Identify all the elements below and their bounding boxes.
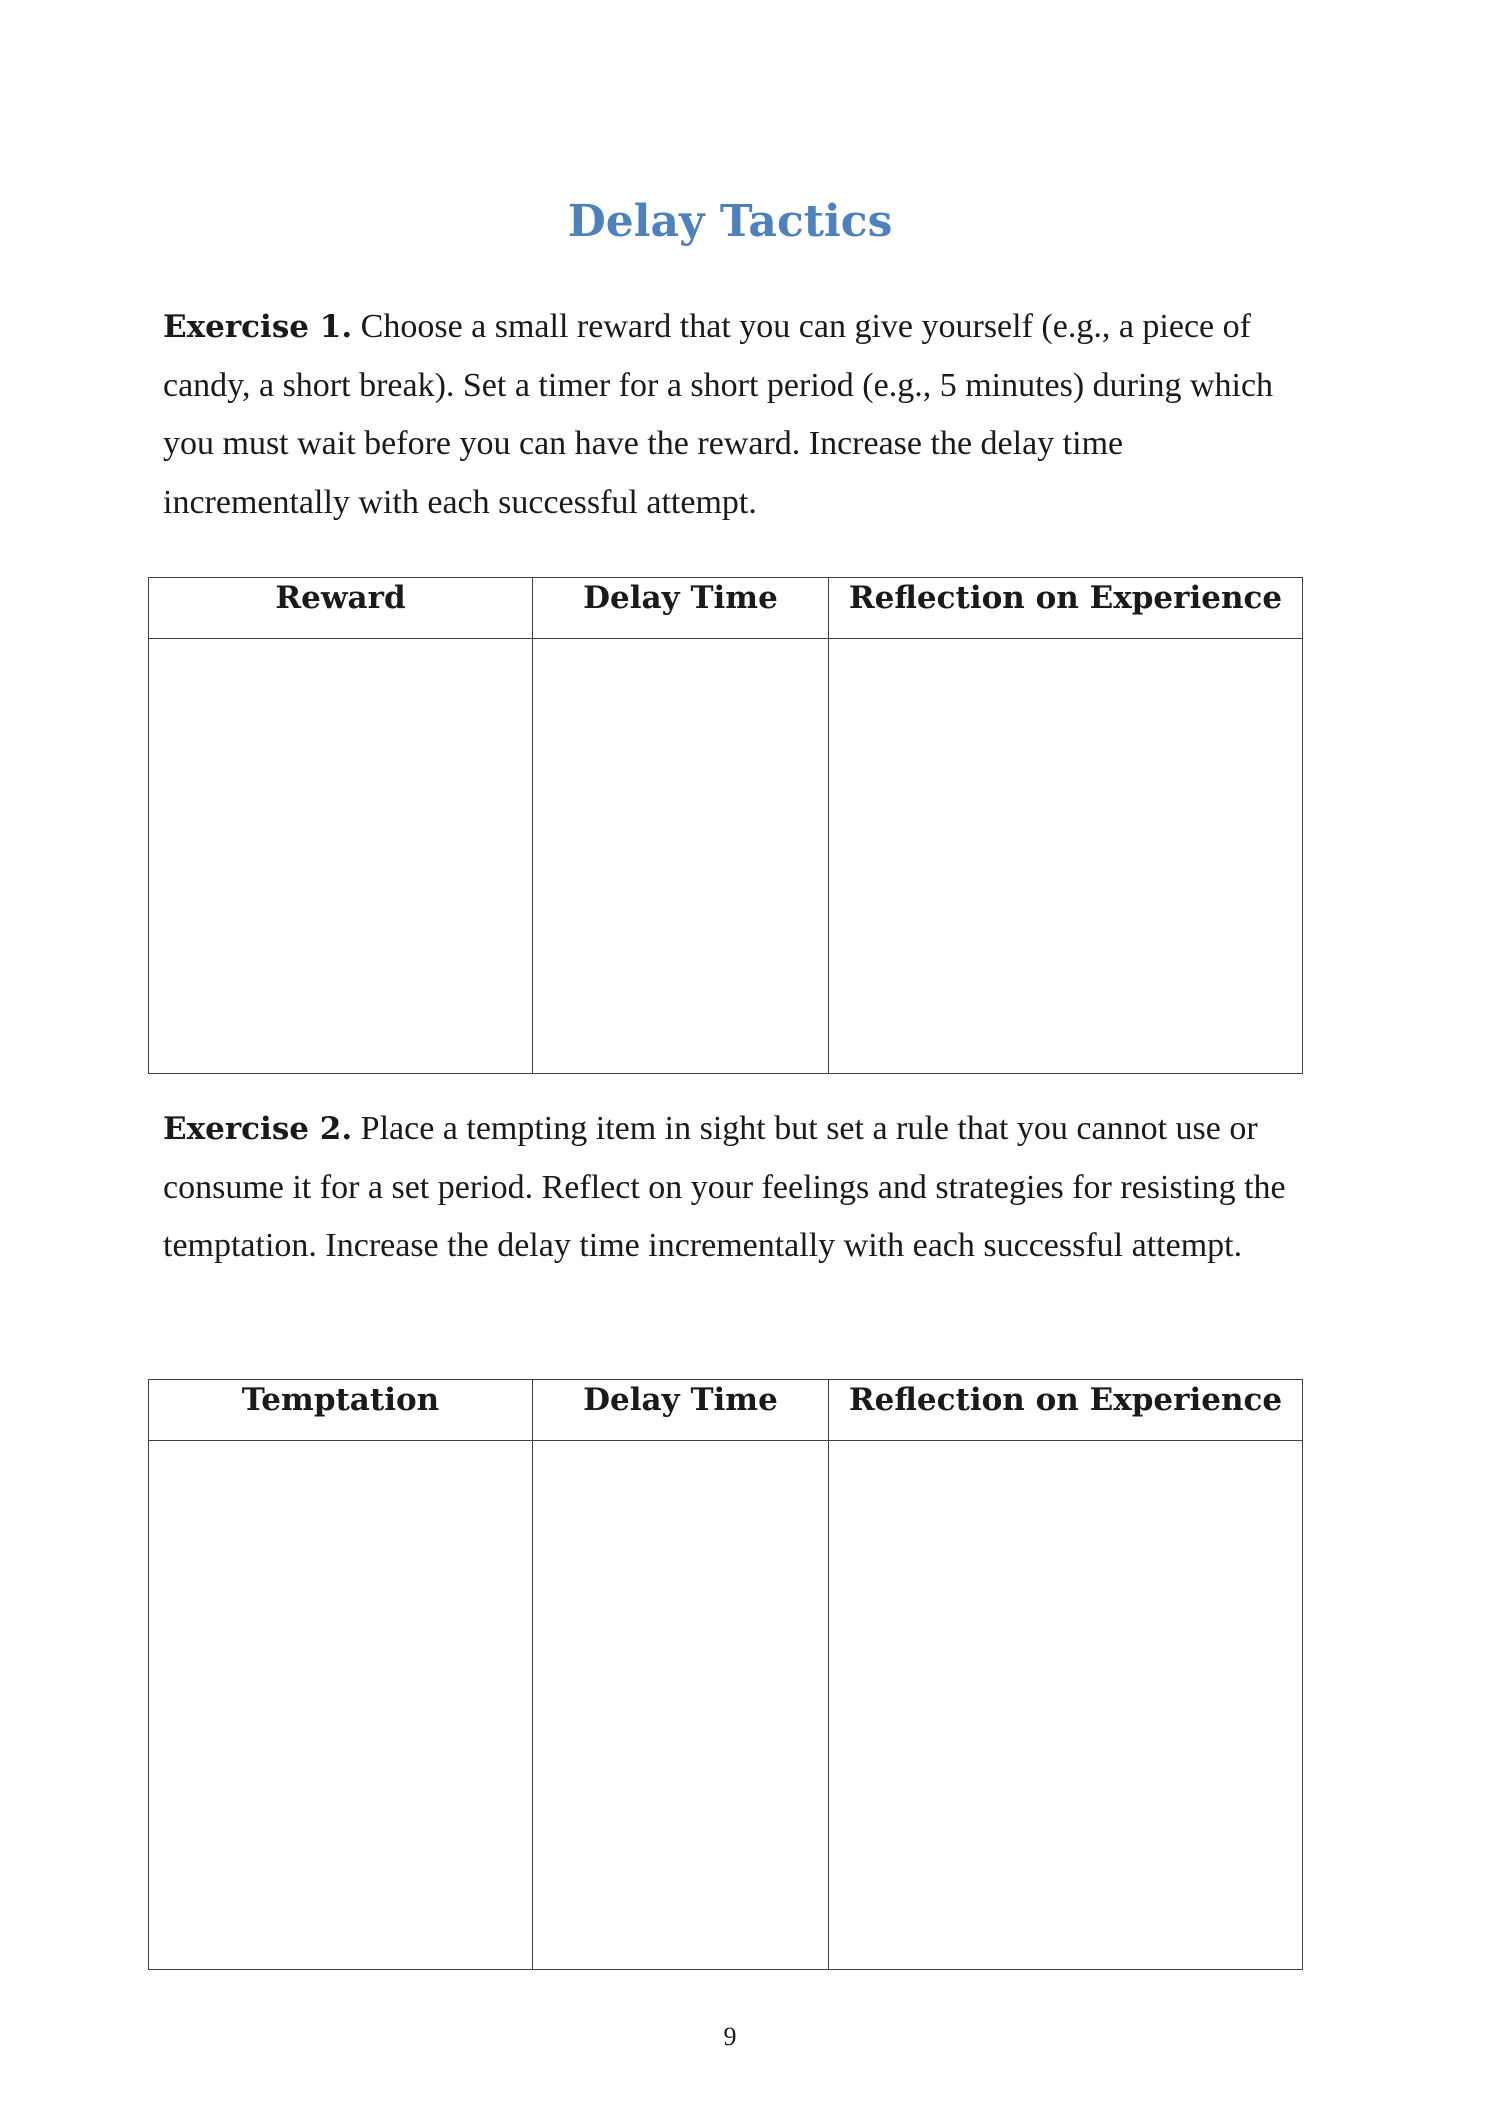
column-header-delay-time: Delay Time [533, 578, 829, 639]
exercise-1-table [148, 577, 1303, 1074]
column-header-delay-time: Delay Time [533, 1380, 829, 1441]
delay-time-cell[interactable] [533, 1441, 829, 1970]
exercise-2-text: Place a tempting item in sight but set a rule that you cannot use or consume it for a set period. Reflect on your feelings and strategies for resisting the temptation. Increase the delay time incrementally with each successful attempt. [163, 1110, 1286, 1265]
table-row [149, 639, 1303, 1074]
page-title: Delay Tactics [567, 196, 893, 247]
exercise-2-instructions [163, 1100, 1313, 1276]
column-header-reward: Reward [149, 578, 533, 639]
reward-cell[interactable] [149, 639, 533, 1074]
reflection-cell[interactable] [829, 1441, 1303, 1970]
page-number: 9 [723, 2022, 737, 2051]
temptation-cell[interactable] [149, 1441, 533, 1970]
delay-time-cell[interactable] [533, 639, 829, 1074]
table-header-row [149, 1380, 1303, 1441]
exercise-1-label: Exercise 1. [163, 309, 353, 345]
column-header-reflection: Reflection on Experience [829, 578, 1303, 639]
table-row [149, 1441, 1303, 1970]
exercise-2-table [148, 1379, 1303, 1970]
exercise-1-text: Choose a small reward that you can give yourself (e.g., a piece of candy, a short break). Set a timer for a short period (e.g., 5 minutes) during which you must wait before you can have the reward. Increase the delay time incrementally with each successful attempt. [163, 308, 1274, 522]
reflection-cell[interactable] [829, 639, 1303, 1074]
exercise-2-label: Exercise 2. [163, 1111, 353, 1147]
table-header-row [149, 578, 1303, 639]
exercise-1-instructions [163, 298, 1313, 533]
column-header-temptation: Temptation [149, 1380, 533, 1441]
column-header-reflection: Reflection on Experience [829, 1380, 1303, 1441]
